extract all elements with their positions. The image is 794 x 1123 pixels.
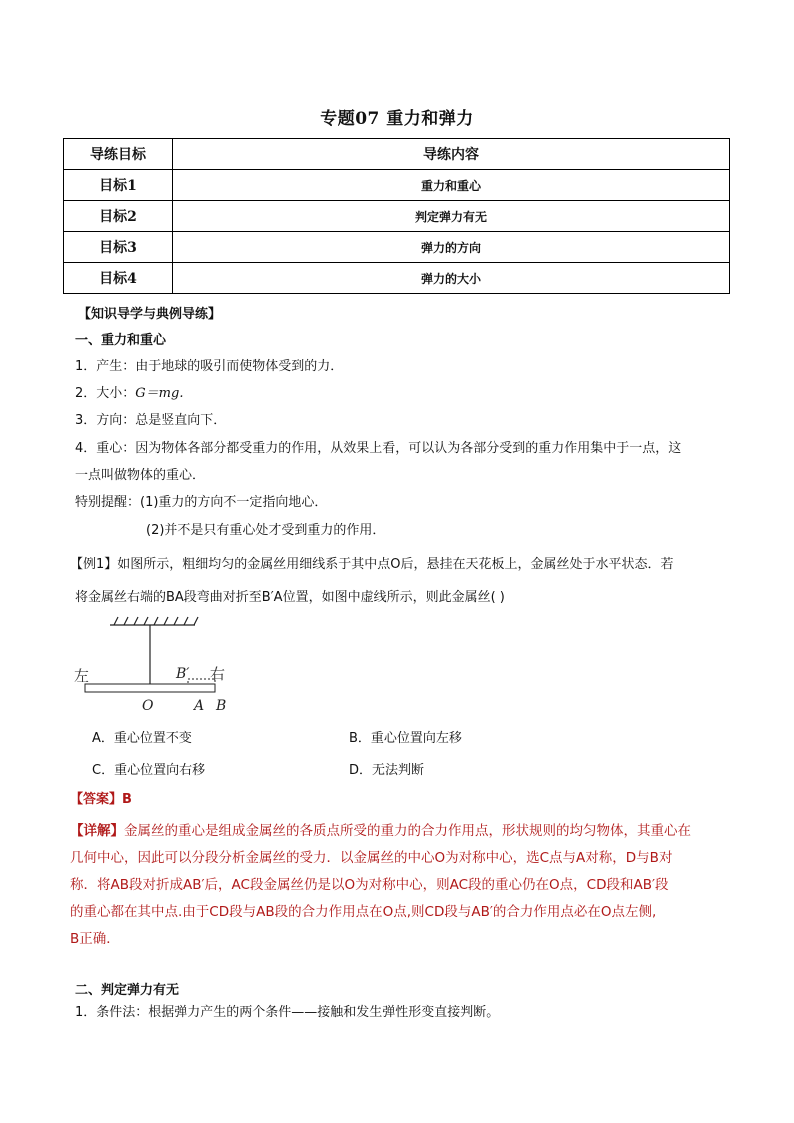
table-cell-content: 弹力的方向	[173, 232, 730, 263]
section-header: 【知识导学与典例导练】	[78, 307, 222, 322]
sec1-p4-line1: 4．重心：因为物体各部分都受重力的作用，从效果上看，可以认为各部分受到的重力作用集中于一点，这	[75, 441, 682, 456]
example-text-1: 如图所示，粗细均匀的金属丝用细线系于其中点O后，悬挂在天花板上，金属丝处于水平状态．若	[117, 557, 674, 572]
sec2-p1: 1．条件法：根据弹力产生的两个条件——接触和发生弹性形变直接判断。	[75, 1005, 500, 1020]
example-line1	[70, 556, 674, 574]
table-row	[64, 170, 730, 201]
sec1-p2-formula: G＝mg.	[135, 386, 184, 401]
table-cell-content: 判定弹力有无	[173, 201, 730, 232]
table-row	[64, 201, 730, 232]
goals-table	[63, 138, 730, 294]
reminder-1: 特别提醒：(1)重力的方向不一定指向地心．	[75, 495, 328, 510]
table-cell-goal: 目标3	[64, 232, 173, 263]
detail-label: 【详解】	[70, 823, 124, 839]
option-b: B．重心位置向左移	[349, 731, 462, 746]
sec1-p2	[75, 385, 183, 403]
detail-paragraph	[70, 818, 730, 953]
table-cell-goal: 目标1	[64, 170, 173, 201]
detail-line: 【详解】金属丝的重心是组成金属丝的各质点所受的重力的合力作用点，形状规则的均匀物体，其重心在	[70, 823, 691, 839]
label-bprime: B′	[176, 666, 190, 682]
section-1-title: 一、重力和重心	[75, 333, 167, 348]
option-c: C．重心位置向右移	[92, 763, 206, 778]
example-label: 【例1】	[70, 557, 118, 572]
table-cell-content: 重力和重心	[173, 170, 730, 201]
page-title: 专题07 重力和弹力	[320, 109, 474, 129]
table-cell-goal: 目标2	[64, 201, 173, 232]
wire-figure	[70, 615, 240, 715]
answer-line	[70, 791, 132, 809]
label-right: 右	[210, 665, 226, 683]
sec1-p2-prefix: 2．大小：	[75, 386, 136, 401]
detail-line: 几何中心，因此可以分段分析金属丝的受力．以金属丝的中心O为对称中心，选C点与A对称，D与B对	[70, 850, 673, 866]
table-header-row	[64, 139, 730, 170]
label-a: A	[194, 698, 205, 714]
sec1-p1: 1．产生：由于地球的吸引而使物体受到的力．	[75, 359, 344, 374]
detail-line: B正确．	[70, 931, 120, 947]
table-row	[64, 232, 730, 263]
label-o: O	[142, 698, 154, 714]
detail-line: 的重心都在其中点.由于CD段与AB段的合力作用点在O点,则CD段与AB′的合力作用点必在O点左侧,	[70, 904, 657, 920]
sec1-p4-line2: 一点叫做物体的重心．	[75, 468, 206, 483]
ceiling-hatch	[110, 617, 198, 625]
label-left: 左	[74, 667, 90, 685]
sec1-p3: 3．方向：总是竖直向下．	[75, 413, 227, 428]
metal-wire	[85, 684, 215, 692]
table-cell-content: 弹力的大小	[173, 263, 730, 294]
table-cell-goal: 目标4	[64, 263, 173, 294]
option-d: D．无法判断	[349, 763, 425, 778]
table-row	[64, 263, 730, 294]
section-2-title: 二、判定弹力有无	[75, 983, 180, 998]
table-header-content: 导练内容	[173, 139, 730, 170]
detail-line: 称．将AB段对折成AB′后，AC段金属丝仍是以O为对称中心，则AC段的重心仍在O点，CD段和AB′段	[70, 877, 669, 893]
label-b: B	[216, 698, 227, 714]
answer-label: 【答案】	[70, 792, 123, 807]
table-header-goal: 导练目标	[64, 139, 173, 170]
option-a: A．重心位置不变	[92, 731, 192, 746]
example-line2: 将金属丝右端的BA段弯曲对折至B′A位置，如图中虚线所示，则此金属丝( )	[75, 590, 505, 605]
reminder-2: (2)并不是只有重心处才受到重力的作用．	[146, 523, 386, 538]
answer-value: B	[122, 792, 132, 807]
